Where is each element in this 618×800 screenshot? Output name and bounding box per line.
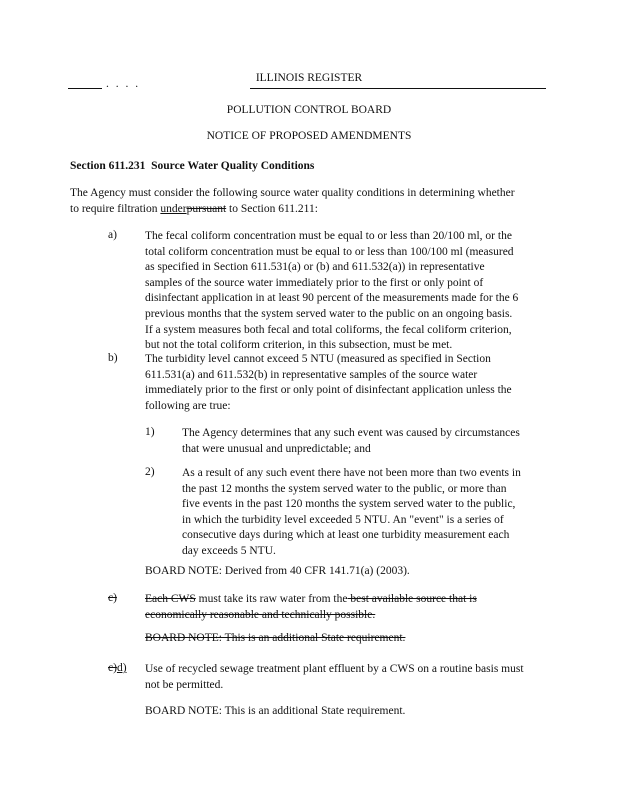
item-a-line: disinfectant application in at least 90 percent of the measurements made for the 6: [145, 292, 519, 305]
notice-title: NOTICE OF PROPOSED AMENDMENTS: [206, 130, 412, 142]
item-a-label: a): [108, 229, 117, 241]
intro-paragraph: [70, 186, 515, 217]
item-b2-line: the past 12 months the system served water to the public, or more than: [182, 482, 507, 495]
intro-line-2: to require filtration underpursuant to Section 611.211:: [70, 202, 318, 215]
item-b-label: b): [108, 352, 118, 364]
header-rule-right: [250, 88, 546, 89]
item-b-line: The turbidity level cannot exceed 5 NTU (measured as specified in Section: [145, 353, 491, 365]
deleted-text: pursuant: [186, 202, 227, 215]
item-a-line: total coliform concentration must be equal to or less than 100/100 ml (measured: [145, 245, 514, 258]
item-a-line: as specified in Section 611.531(a) or (b) and 611.532(a)) in representative: [145, 261, 485, 274]
item-d-label: [108, 662, 127, 674]
deleted-label: c): [108, 662, 117, 674]
inserted-label: d): [116, 662, 127, 674]
item-b1-text: [182, 426, 520, 457]
board-title: POLLUTION CONTROL BOARD: [226, 104, 392, 116]
item-b-line: 611.531(a) and 611.532(b) in representative samples of the source water: [145, 368, 478, 381]
item-b1-line: The Agency determines that any such event was caused by circumstances: [182, 427, 520, 439]
item-b-line: following are true:: [145, 399, 231, 412]
item-b2-text: [182, 466, 521, 560]
section-number: Section 611.231: [70, 160, 146, 172]
intro-line-1: The Agency must consider the following source water quality conditions in determining whether: [70, 187, 515, 199]
item-d-line-2: not be permitted.: [145, 678, 224, 691]
item-a-line: previous months that the system served water to the public on an ongoing basis.: [145, 307, 513, 320]
item-a-line: If a system measures both fecal and total coliforms, the fecal coliform criterion,: [145, 323, 512, 336]
board-note-d: BOARD NOTE: This is an additional State requirement.: [145, 705, 406, 717]
section-heading: [70, 160, 314, 172]
item-c-label: c): [108, 592, 117, 604]
item-a-text: [145, 229, 518, 354]
item-c-line-1: Each CWS must take its raw water from the best available source that is: [145, 593, 477, 605]
item-b2-line: day exceeds 5 NTU.: [182, 544, 276, 557]
item-b-line: immediately prior to the first or only point of disinfectant application unless the: [145, 384, 512, 397]
header-rule-left: [68, 88, 102, 89]
board-note-b: BOARD NOTE: Derived from 40 CFR 141.71(a) (2003).: [145, 565, 410, 577]
item-a-line: The fecal coliform concentration must be equal to or less than 20/100 ml, or the: [145, 230, 512, 242]
item-a-line: but not the total coliform criterion, in this subsection, must be met.: [145, 339, 453, 352]
item-b1-line: that were unusual and unpredictable; and: [182, 442, 371, 455]
header-dots: . . . .: [106, 78, 141, 90]
item-b-text: [145, 352, 512, 414]
item-b2-label: 2): [145, 466, 155, 478]
item-b2-line: in which the turbidity level exceeded 5 NTU. An "event" is a series of: [182, 513, 504, 526]
item-b2-line: consecutive days during which at least one turbidity measurement each: [182, 529, 510, 542]
item-c-text: [145, 592, 477, 623]
item-b1-label: 1): [145, 426, 155, 438]
item-a-line: samples of the source water immediately prior to the first or only point of: [145, 276, 484, 289]
item-b2-line: As a result of any such event there have not been more than two events in: [182, 467, 521, 479]
item-d-text: [145, 662, 524, 693]
inserted-text: under: [160, 202, 187, 215]
register-title: ILLINOIS REGISTER: [255, 72, 363, 84]
item-b2-line: five events in the past 120 months the system served water to the public,: [182, 498, 516, 511]
board-note-c: BOARD NOTE: This is an additional State requirement.: [145, 632, 406, 644]
item-d-line-1: Use of recycled sewage treatment plant effluent by a CWS on a routine basis must: [145, 663, 524, 675]
section-title: Source Water Quality Conditions: [151, 160, 315, 172]
deleted-note-label: BOARD NOTE:: [145, 632, 222, 644]
item-c-line-2: economically reasonable and technically possible.: [145, 608, 376, 621]
